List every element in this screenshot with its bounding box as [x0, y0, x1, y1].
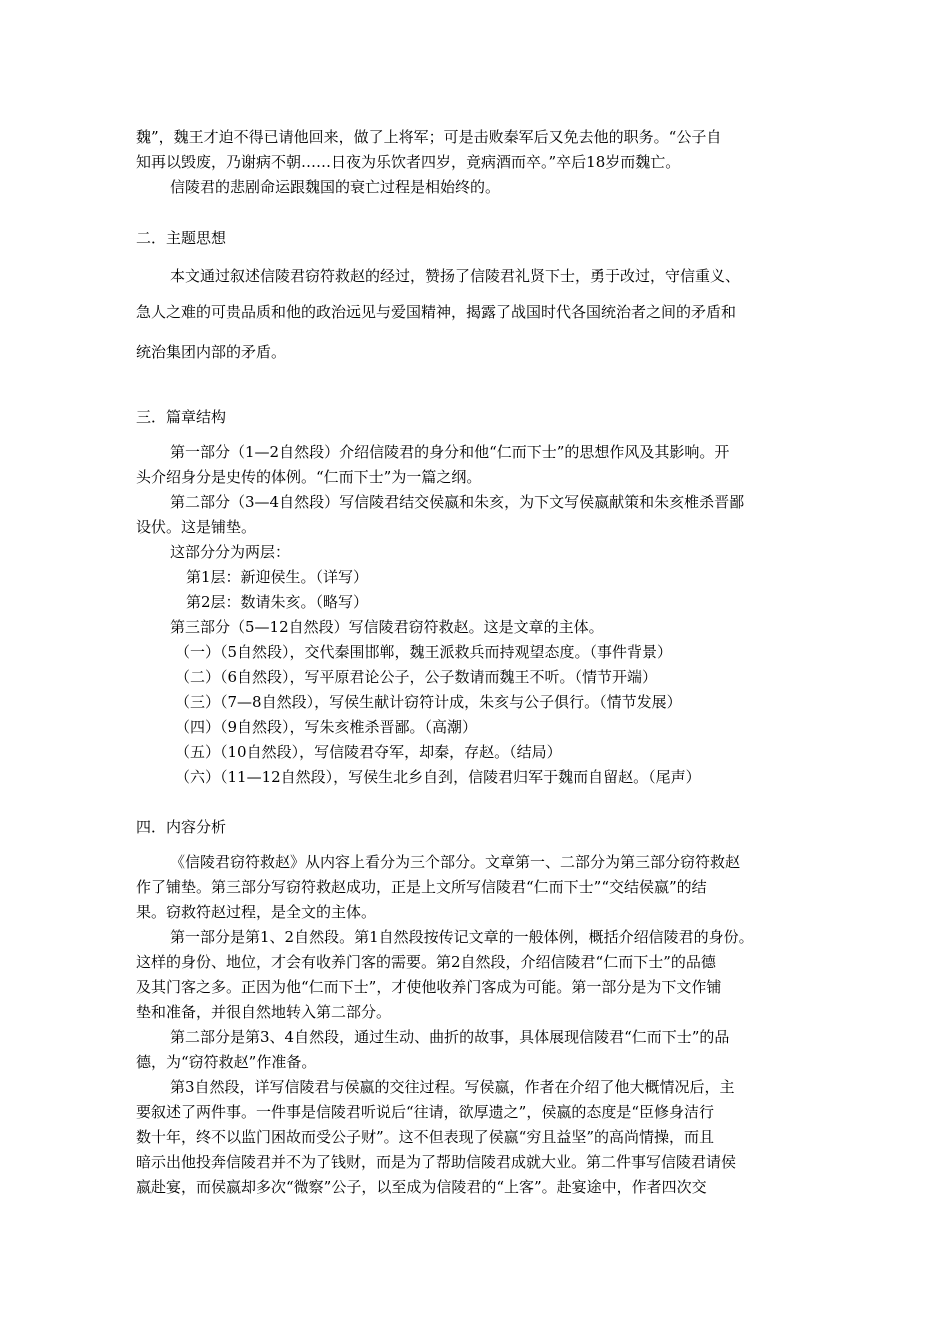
body-line: 数十年，终不以监门困故而受公子财”。这不但表现了侯嬴“穷且益坚”的高尚情操，而且: [136, 1128, 715, 1146]
body-line: 这部分分为两层：: [170, 543, 291, 561]
structure-item: （一）（5自然段），交代秦围邯郸，魏王派救兵而持观望态度。（事件背景）: [175, 643, 673, 661]
body-line: 第二部分（3—4自然段）写信陵君结交侯嬴和朱亥，为下文写侯嬴献策和朱亥椎杀晋鄙: [170, 493, 745, 511]
body-line: 《信陵君窃符救赵》从内容上看分为三个部分。文章第一、二部分为第三部分窃符救赵: [170, 853, 741, 871]
section-heading: 二．主题思想: [136, 229, 227, 247]
body-line: 知再以毁废，乃谢病不朝……日夜为乐饮者四岁，竟病酒而卒。”卒后18岁而魏亡。: [136, 153, 681, 171]
body-line: 第一部分是第1、2自然段。第1自然段按传记文章的一般体例，概括介绍信陵君的身份。: [170, 928, 754, 946]
structure-item: （四）（9自然段），写朱亥椎杀晋鄙。（高潮）: [175, 718, 478, 736]
layer-item: 第2层：数请朱亥。（略写）: [186, 593, 369, 611]
body-line: 暗示出他投奔信陵君并不为了钱财，而是为了帮助信陵君成就大业。第二件事写信陵君请侯: [136, 1153, 737, 1171]
body-line: 设伏。这是铺垫。: [136, 518, 257, 536]
body-line: 及其门客之多。正因为他“仁而下士”，才使他收养门客成为可能。第一部分是为下文作铺: [136, 978, 722, 996]
body-line: 头介绍身分是史传的体例。“仁而下士”为一篇之纲。: [136, 468, 482, 486]
body-line: 垫和准备，并很自然地转入第二部分。: [136, 1003, 392, 1021]
body-line: 急人之难的可贵品质和他的政治远见与爱国精神，揭露了战国时代各国统治者之间的矛盾和: [136, 303, 737, 321]
layer-item: 第1层：新迎侯生。（详写）: [186, 568, 369, 586]
body-line: 德，为“窃符救赵”作准备。: [136, 1053, 317, 1071]
section-heading: 四．内容分析: [136, 818, 227, 836]
body-line: 第3自然段，详写信陵君与侯嬴的交往过程。写侯嬴，作者在介绍了他大概情况后，主: [170, 1078, 735, 1096]
body-line: 统治集团内部的矛盾。: [136, 343, 287, 361]
section-heading: 三．篇章结构: [136, 408, 227, 426]
body-line: 魏”，魏王才迫不得已请他回来，做了上将军；可是击败秦军后又免去他的职务。“公子自: [136, 128, 722, 146]
structure-item: （二）（6自然段），写平原君论公子，公子数请而魏王不听。（情节开端）: [175, 668, 658, 686]
body-line: 作了铺垫。第三部分写窃符救赵成功，正是上文所写信陵君“仁而下士”“交结侯嬴”的结: [136, 878, 707, 896]
body-line: 果。窃救符赵过程，是全文的主体。: [136, 903, 377, 921]
body-line: 信陵君的悲剧命运跟魏国的衰亡过程是相始终的。: [170, 178, 501, 196]
structure-item: （六）（11—12自然段），写侯生北乡自刭，信陵君归军于魏而自留赵。（尾声）: [175, 768, 701, 786]
structure-item: （五）（10自然段），写信陵君夺军，却秦，存赵。（结局）: [175, 743, 562, 761]
body-line: 第三部分（5—12自然段）写信陵君窃符救赵。这是文章的主体。: [170, 618, 604, 636]
body-line: 这样的身份、地位，才会有收养门客的需要。第2自然段，介绍信陵君“仁而下士”的品德: [136, 953, 716, 971]
body-line: 要叙述了两件事。一件事是信陵君听说后“往请，欲厚遗之”，侯嬴的态度是“臣修身洁行: [136, 1103, 715, 1121]
body-line: 第二部分是第3、4自然段，通过生动、曲折的故事，具体展现信陵君“仁而下士”的品: [170, 1028, 730, 1046]
structure-item: （三）（7—8自然段），写侯生献计窃符计成，朱亥与公子俱行。（情节发展）: [175, 693, 682, 711]
body-line: 本文通过叙述信陵君窃符救赵的经过，赞扬了信陵君礼贤下士，勇于改过，守信重义、: [170, 267, 741, 285]
body-line: 嬴赴宴，而侯嬴却多次“微察”公子，以至成为信陵君的“上客”。赴宴途中，作者四次交: [136, 1178, 707, 1196]
body-line: 第一部分（1—2自然段）介绍信陵君的身分和他“仁而下士”的思想作风及其影响。开: [170, 443, 730, 461]
